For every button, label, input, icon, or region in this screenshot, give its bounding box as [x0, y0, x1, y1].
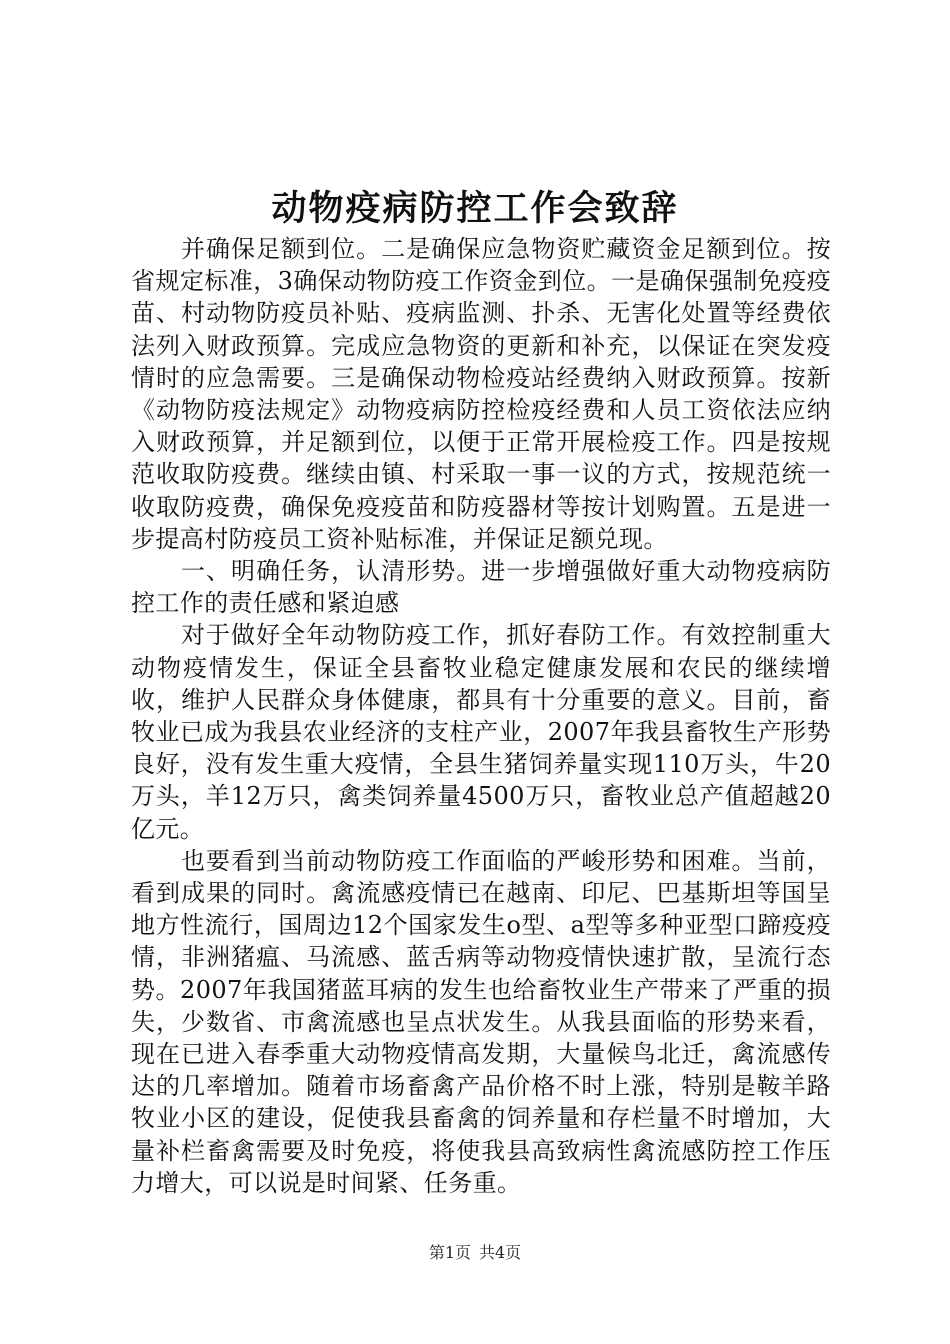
paragraph-situation: 也要看到当前动物防疫工作面临的严峻形势和困难。当前，看到成果的同时。禽流感疫情已在越南、印尼、巴基斯坦等国呈地方性流行，国周边12个国家发生o型、a型等多种亚型口蹄疫疫情，非洲猪瘟、马流感、蓝舌病等动物疫情快速扩散，呈流行态势。2007年我国猪蓝耳病的发生也给畜牧业生产带来了严重的损失，少数省、市禽流感也呈点状发生。从我县面临的形势来看，现在已进入春季重大动物疫情高发期，大量候鸟北迁，禽流感传达的几率增加。随着市场畜禽产品价格不时上涨，特别是鞍羊路牧业小区的建设，促使我县畜禽的饲养量和存栏量不时增加，大量补栏畜禽需要及时免疫，将使我县高致病性禽流感防控工作压力增大，可以说是时间紧、任务重。: [131, 846, 831, 1197]
paragraph-funding: 并确保足额到位。二是确保应急物资贮藏资金足额到位。按省规定标准，3确保动物防疫工作资金到位。一是确保强制免疫疫苗、村动物防疫员补贴、疫病监测、扑杀、无害化处置等经费依法列入财政预算。完成应急物资的更新和补充，以保证在突发疫情时的应急需要。三是确保动物检疫站经费纳入财政预算。按新《动物防疫法规定》动物疫病防控检疫经费和人员工资依法应纳入财政预算，并足额到位，以便于正常开展检疫工作。四是按规范收取防疫费。继续由镇、村采取一事一议的方式，按规范统一收取防疫费，确保免疫疫苗和防疫器材等按计划购置。五是进一步提高村防疫员工资补贴标准，并保证足额兑现。: [131, 235, 831, 553]
page-footer: [0, 1242, 950, 1264]
paragraph-significance: 对于做好全年动物防疫工作，抓好春防工作。有效控制重大动物疫情发生，保证全县畜牧业稳定健康发展和农民的继续增收，维护人民群众身体健康，都具有十分重要的意义。目前，畜牧业已成为我县农业经济的支柱产业，2007年我县畜牧生产形势良好，没有发生重大疫情，全县生猪饲养量实现110万头，牛20万头，羊12万只，禽类饲养量4500万只，畜牧业总产值超越20亿元。: [131, 621, 831, 843]
document-title: 动物疫病防控工作会致辞: [271, 188, 679, 229]
page-number: 第1页: [428, 1243, 471, 1262]
paragraph-section-heading: 一、明确任务，认清形势。进一步增强做好重大动物疫病防控工作的责任感和紧迫感: [131, 557, 831, 618]
page-count: 共4页: [479, 1243, 522, 1262]
document-body: [131, 233, 831, 1199]
